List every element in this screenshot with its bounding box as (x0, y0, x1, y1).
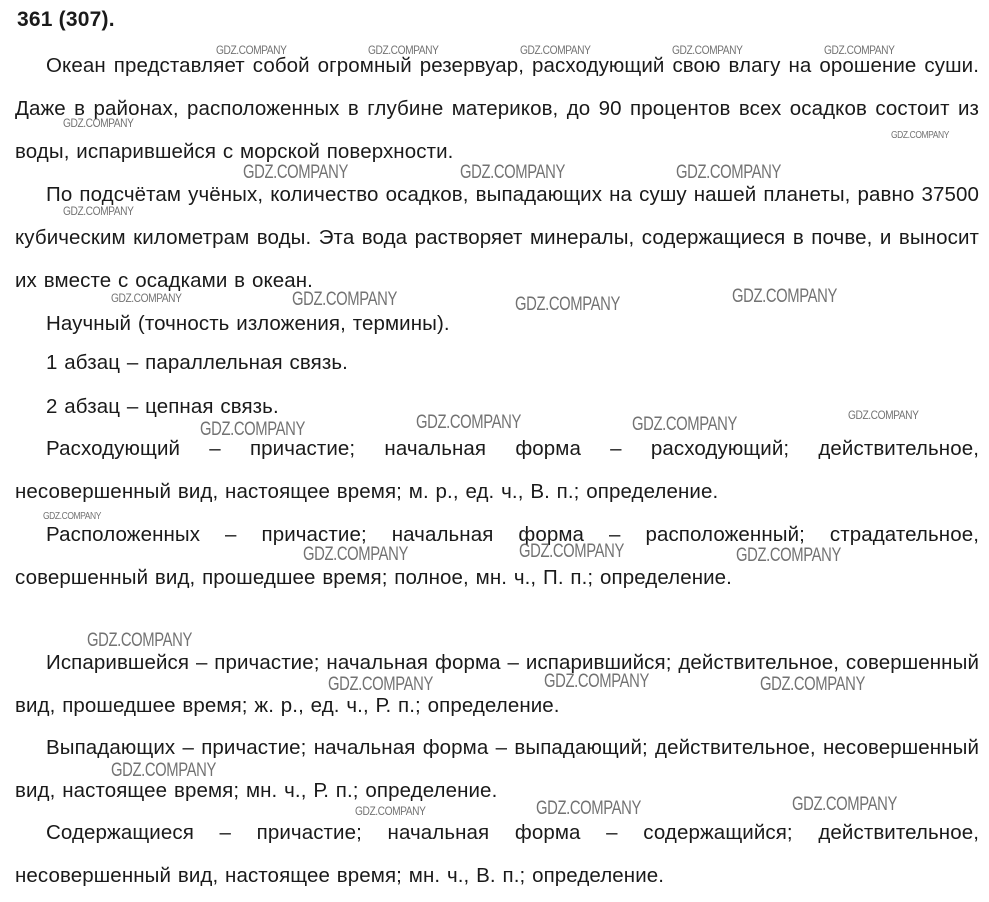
watermark: GDZ.COMPANY (519, 541, 624, 562)
watermark: GDZ.COMPANY (515, 294, 620, 315)
watermark: GDZ.COMPANY (736, 545, 841, 566)
paragraph-4: 1 абзац – параллельная связь. (46, 351, 348, 374)
watermark: GDZ.COMPANY (43, 511, 101, 522)
watermark: GDZ.COMPANY (328, 674, 433, 695)
watermark: GDZ.COMPANY (416, 412, 521, 433)
watermark: GDZ.COMPANY (672, 43, 743, 57)
watermark: GDZ.COMPANY (536, 798, 641, 819)
watermark: GDZ.COMPANY (792, 794, 897, 815)
paragraph-10: Содержащиеся – причастие; начальная форма – содержащийся; действительное, несовершенный вид, настоящее время; мн. ч., В. п.; определение. (15, 821, 979, 887)
watermark: GDZ.COMPANY (824, 43, 895, 57)
paragraph-9: Выпадающих – причастие; начальная форма – выпадающий; действительное, несовершенный вид, настоящее время; мн. ч., Р. п.; определение. (15, 736, 979, 802)
watermark: GDZ.COMPANY (63, 116, 134, 130)
watermark: GDZ.COMPANY (848, 408, 919, 422)
paragraph-8: Испарившейся – причастие; начальная форма – испарившийся; действительное, совершенный вид, прошедшее время; ж. р., ед. ч., Р. п.; определение. (15, 651, 979, 717)
watermark: GDZ.COMPANY (111, 760, 216, 781)
watermark: GDZ.COMPANY (200, 419, 305, 440)
paragraph-1: Океан представляет собой огромный резервуар, расходующий свою влагу на орошение суши. Даже в районах, расположенных в глубине материков, до 90 процентов всех осадков состоит из воды, испарившейся с морской поверхности. (15, 54, 979, 163)
watermark: GDZ.COMPANY (63, 204, 134, 218)
watermark: GDZ.COMPANY (760, 674, 865, 695)
paragraph-5: 2 абзац – цепная связь. (46, 395, 279, 418)
watermark: GDZ.COMPANY (544, 671, 649, 692)
watermark: GDZ.COMPANY (632, 414, 737, 435)
watermark: GDZ.COMPANY (111, 291, 182, 305)
watermark: GDZ.COMPANY (303, 544, 408, 565)
watermark: GDZ.COMPANY (891, 130, 949, 141)
watermark: GDZ.COMPANY (292, 289, 397, 310)
watermark: GDZ.COMPANY (243, 162, 348, 183)
watermark: GDZ.COMPANY (368, 43, 439, 57)
watermark: GDZ.COMPANY (676, 162, 781, 183)
watermark: GDZ.COMPANY (732, 286, 837, 307)
watermark: GDZ.COMPANY (216, 43, 287, 57)
watermark: GDZ.COMPANY (460, 162, 565, 183)
exercise-number: 361 (307). (17, 8, 115, 31)
paragraph-3: Научный (точность изложения, термины). (46, 312, 450, 335)
paragraph-6: Расходующий – причастие; начальная форма – расходующий; действительное, несовершенный вид, настоящее время; м. р., ед. ч., В. п.; определение. (15, 437, 979, 503)
watermark: GDZ.COMPANY (355, 804, 426, 818)
paragraph-7: Расположенных – причастие; начальная форма – расположенный; страдательное, совершенный вид, прошедшее время; полное, мн. ч., П. п.; определение. (15, 523, 979, 589)
watermark: GDZ.COMPANY (520, 43, 591, 57)
watermark: GDZ.COMPANY (87, 630, 192, 651)
paragraph-2: По подсчётам учёных, количество осадков, выпадающих на сушу нашей планеты, равно 37500 кубическим километрам воды. Эта вода растворяет минералы, содержащиеся в почве, и выносит их вместе с осадками в океан. (15, 183, 979, 292)
